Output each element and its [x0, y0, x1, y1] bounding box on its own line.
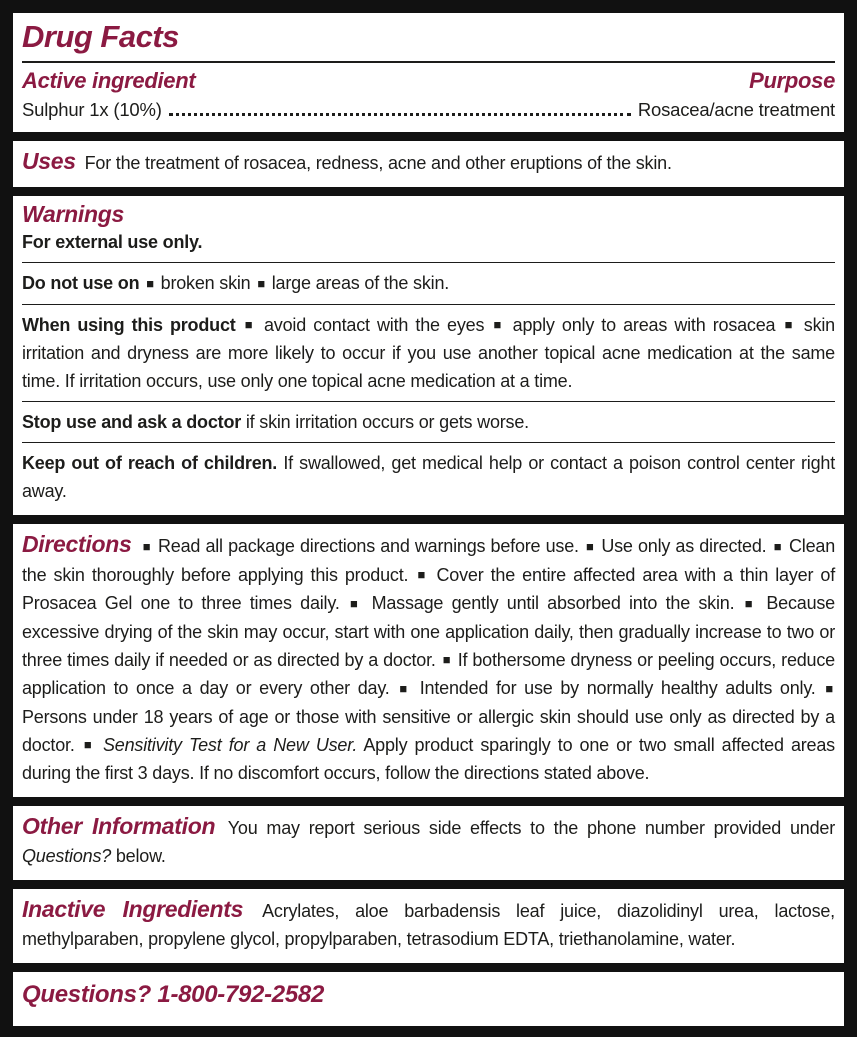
panel-inactive-ingredients: [13, 889, 844, 963]
directions-paragraph: Directions ■ Read all package directions and warnings before use. ■ Use only as directed. ■ Clean the skin thoroughly before applying this product. ■ Cover the entire affected area with a thin layer of Prosacea Gel one to three times daily. ■ Massage gently until absorbed into the skin. ■ Because excessive drying of the skin may occur, start with one application daily, then gradually increase to two or three times daily if needed or as directed by a doctor. ■ If bothersome dryness or peeling occurs, reduce application to once a day or every other day. ■ Intended for use by normally healthy adults only. ■ Persons under 18 years of age or those with sensitive or allergic skin should use only as directed by a doctor. ■ Sensitivity Test for a New User. Apply product sparingly to one or two small affected areas during the first 3 days. If no discomfort occurs, follow the directions stated above.: [22, 531, 836, 783]
questions-heading: Questions?: [22, 981, 152, 1008]
square-bullet-icon: ■: [146, 275, 154, 291]
panel-directions: [13, 524, 844, 797]
uses-paragraph: [22, 147, 835, 177]
square-bullet-icon: ■: [350, 595, 362, 611]
external-use-line: For external use only.: [22, 232, 203, 252]
panel-other-information: [13, 806, 844, 880]
other-info-paragraph: Other Information You may report serious side effects to the phone number provided under Questions? below.: [22, 813, 835, 866]
square-bullet-icon: ■: [83, 737, 94, 752]
purpose-heading: Purpose: [749, 68, 835, 93]
active-ingredient-row: [22, 99, 835, 121]
warnings-divider-1: [22, 262, 835, 263]
warnings-heading: Warnings: [22, 201, 124, 227]
ingredient-purpose: Rosacea/acne treatment: [637, 99, 835, 120]
panel-warnings: [13, 196, 844, 515]
active-ingredient-heading: Active ingredient: [22, 68, 196, 93]
panel-uses: [13, 141, 844, 187]
stop-use-lead: Stop use and ask a doctor: [22, 412, 242, 432]
warnings-divider-3: [22, 401, 835, 402]
active-ingredient-header-row: [22, 68, 835, 94]
do-not-use-paragraph: Do not use on ■ broken skin ■ large areas of the skin.: [22, 273, 450, 293]
square-bullet-icon: ■: [744, 595, 756, 611]
questions-phone-number: 1-800-792-2582: [157, 981, 324, 1008]
warnings-divider-2: [22, 304, 835, 305]
directions-heading: Directions: [22, 531, 132, 557]
panel-title-active-ingredient: [13, 13, 844, 132]
drug-facts-title: Drug Facts: [22, 19, 179, 54]
ingredient-name: Sulphur 1x (10%): [22, 99, 162, 120]
square-bullet-icon: ■: [586, 538, 595, 554]
uses-text: For the treatment of rosacea, redness, acne and other eruptions of the skin.: [84, 153, 672, 173]
square-bullet-icon: ■: [142, 538, 151, 554]
uses-heading: Uses: [22, 148, 76, 174]
stop-use-paragraph: Stop use and ask a doctor if skin irritation occurs or gets worse.: [22, 412, 529, 432]
sensitivity-test-lead: Sensitivity Test for a New User.: [102, 734, 358, 755]
square-bullet-icon: ■: [244, 317, 255, 332]
questions-line: [22, 981, 835, 1009]
square-bullet-icon: ■: [399, 680, 410, 696]
questions-reference: Questions?: [22, 846, 112, 866]
panel-questions: [13, 972, 844, 1026]
do-not-use-lead: Do not use on: [22, 273, 140, 293]
square-bullet-icon: ■: [442, 652, 451, 667]
dotted-leader: [169, 113, 631, 116]
square-bullet-icon: ■: [493, 317, 504, 332]
keep-out-paragraph: Keep out of reach of children. If swallowed, get medical help or contact a poison control center right away.: [22, 453, 835, 501]
when-using-lead: When using this product: [22, 314, 236, 335]
inactive-ingredients-paragraph: Inactive Ingredients Acrylates, aloe barbadensis leaf juice, diazolidinyl urea, lactose, methylparaben, propylene glycol, propylparaben, tetrasodium EDTA, triethanolamine, water.: [22, 896, 835, 949]
other-information-heading: Other Information: [22, 813, 216, 839]
title-divider: [22, 61, 835, 63]
square-bullet-icon: ■: [825, 680, 833, 696]
inactive-ingredients-heading: Inactive Ingredients: [22, 896, 244, 922]
keep-out-lead: Keep out of reach of children.: [22, 453, 278, 473]
warnings-divider-4: [22, 442, 835, 443]
when-using-paragraph: When using this product ■ avoid contact with the eyes ■ apply only to areas with rosacea ■ skin irritation and dryness are more likely to occur if you use another topical acne medication at the same time. If irritation occurs, use only one topical acne medication at a time.: [22, 314, 835, 391]
square-bullet-icon: ■: [773, 538, 782, 554]
square-bullet-icon: ■: [784, 317, 795, 332]
square-bullet-icon: ■: [257, 275, 265, 291]
square-bullet-icon: ■: [417, 567, 428, 582]
